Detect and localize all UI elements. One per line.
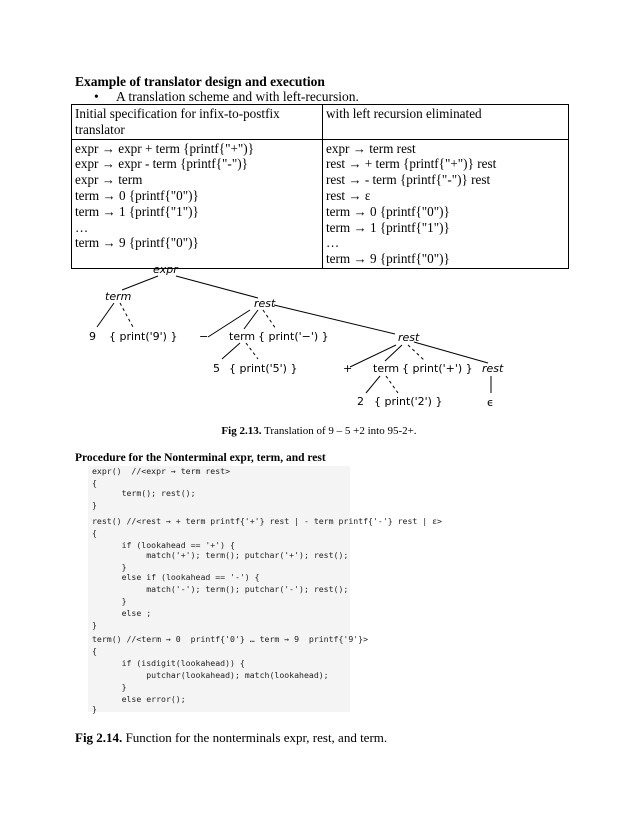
edge-rest-term3: [385, 345, 402, 361]
production-line: expr → expr + term {printf{"+")}: [75, 140, 255, 156]
code-line: }: [92, 704, 97, 714]
bullet-dot: •: [94, 89, 99, 104]
procedure-heading: Procedure for the Nonterminal expr, term, and rest: [75, 452, 326, 464]
edge-expr-rest: [176, 276, 258, 298]
bullet-text: A translation scheme and with left-recursion.: [116, 89, 359, 104]
production-line: …: [326, 235, 340, 251]
figure-2-14-caption: [75, 730, 387, 746]
production-line: term → 1 {printf{"1")}: [326, 219, 450, 235]
code-line: }: [92, 620, 97, 630]
table-header-right: with left recursion eliminated: [323, 105, 569, 140]
node-term-3: term: [373, 362, 400, 375]
code-line: match('-'); term(); putchar('-'); rest();: [92, 584, 349, 594]
production-line: term → 0 {printf{"0")}: [75, 187, 199, 203]
action-print-plus: { print('+') }: [402, 362, 473, 375]
code-line: {: [92, 646, 97, 656]
production-line: …: [75, 219, 89, 235]
edge-expr-term: [122, 276, 158, 290]
production-line: expr → expr - term {printf{"-")}: [75, 156, 248, 172]
production-line: term → 0 {printf{"0")}: [326, 203, 450, 219]
code-listing: [88, 466, 442, 714]
parse-tree-diagram: [0, 255, 638, 417]
edge-term-5: [222, 343, 240, 359]
edge-term-2: [366, 376, 380, 393]
productions-left-recursive: [72, 139, 323, 268]
node-rest-3: rest: [482, 362, 504, 375]
leaf-plus: +: [343, 362, 353, 375]
leaf-2: 2: [357, 395, 364, 408]
production-line: term → 9 {printf{"0")}: [75, 235, 199, 251]
edge-rest-rest3: [414, 342, 488, 363]
translation-scheme-table: [71, 104, 569, 269]
code-line: }: [92, 596, 127, 606]
node-term: term: [105, 290, 132, 303]
code-line: else if (lookahead == '-') {: [92, 572, 260, 582]
figure-caption-text: Function for the nonterminals expr, rest, and term.: [122, 730, 388, 745]
edge-term-9: [97, 303, 114, 327]
node-expr: expr: [153, 263, 178, 276]
code-line: }: [92, 500, 97, 510]
production-line: term → 1 {printf{"1")}: [75, 203, 199, 219]
code-line: rest() //<rest → + term printf{'+'} rest | - term printf{'-'} rest | ε>: [92, 516, 442, 526]
node-rest: rest: [254, 297, 276, 310]
code-line: {: [92, 478, 97, 488]
production-line: expr → term: [75, 172, 143, 188]
action-print-2: { print('2') }: [374, 395, 443, 408]
leaf-epsilon: ϵ: [487, 396, 494, 409]
code-line: if (isdigit(lookahead)) {: [92, 658, 245, 668]
production-line: term → 9 {printf{"0")}: [326, 251, 450, 267]
table-header-row: [72, 105, 569, 140]
edge-term-print9: [120, 303, 133, 327]
figure-caption-text: Translation of 9 – 5 +2 into 95-2+.: [261, 425, 417, 437]
code-line: else ;: [92, 608, 152, 618]
code-line: match('+'); term(); putchar('+'); rest();: [92, 550, 349, 560]
code-line: putchar(lookahead); match(lookahead);: [92, 670, 329, 680]
edge-rest-print-plus: [408, 345, 425, 361]
leaf-9: 9: [89, 330, 96, 343]
code-line: if (lookahead == '+') {: [92, 540, 235, 550]
code-line: }: [92, 562, 127, 572]
code-line: {: [92, 528, 97, 538]
node-rest-2: rest: [398, 331, 420, 344]
edge-term-print5: [246, 343, 258, 359]
production-line: expr → term rest: [326, 140, 416, 156]
action-print-9: { print('9') }: [109, 330, 178, 343]
code-line: expr() //<expr → term rest>: [92, 466, 231, 476]
leaf-5: 5: [213, 362, 220, 375]
code-line: else error();: [92, 694, 186, 704]
table-body-row: [72, 139, 569, 268]
figure-label: Fig 2.14.: [75, 730, 123, 745]
bullet-item: [94, 89, 359, 105]
action-print-5: { print('5') }: [229, 362, 298, 375]
table-header-left: Initial specification for infix-to-postfix translator: [72, 105, 323, 140]
section-heading: Example of translator design and execution: [75, 74, 325, 89]
productions-recursion-eliminated: [323, 139, 569, 268]
code-line: }: [92, 682, 127, 692]
edge-term-print2: [386, 376, 398, 393]
production-line: rest → + term {printf{"+")} rest: [326, 156, 497, 172]
leaf-minus: −: [199, 330, 209, 343]
code-line: term(); rest();: [92, 488, 196, 498]
production-line: rest → - term {printf{"-")} rest: [326, 172, 491, 188]
code-line: term() //<term → 0 printf{'0'} … term → 9 printf{'9'}>: [92, 634, 369, 644]
figure-label: Fig 2.13.: [221, 425, 262, 437]
figure-2-13-caption: [0, 425, 638, 437]
node-term-2: term: [229, 330, 256, 343]
edge-rest-print-minus: [263, 310, 276, 329]
production-line: rest → ε: [326, 187, 371, 203]
action-print-minus: { print('−') }: [258, 330, 329, 343]
